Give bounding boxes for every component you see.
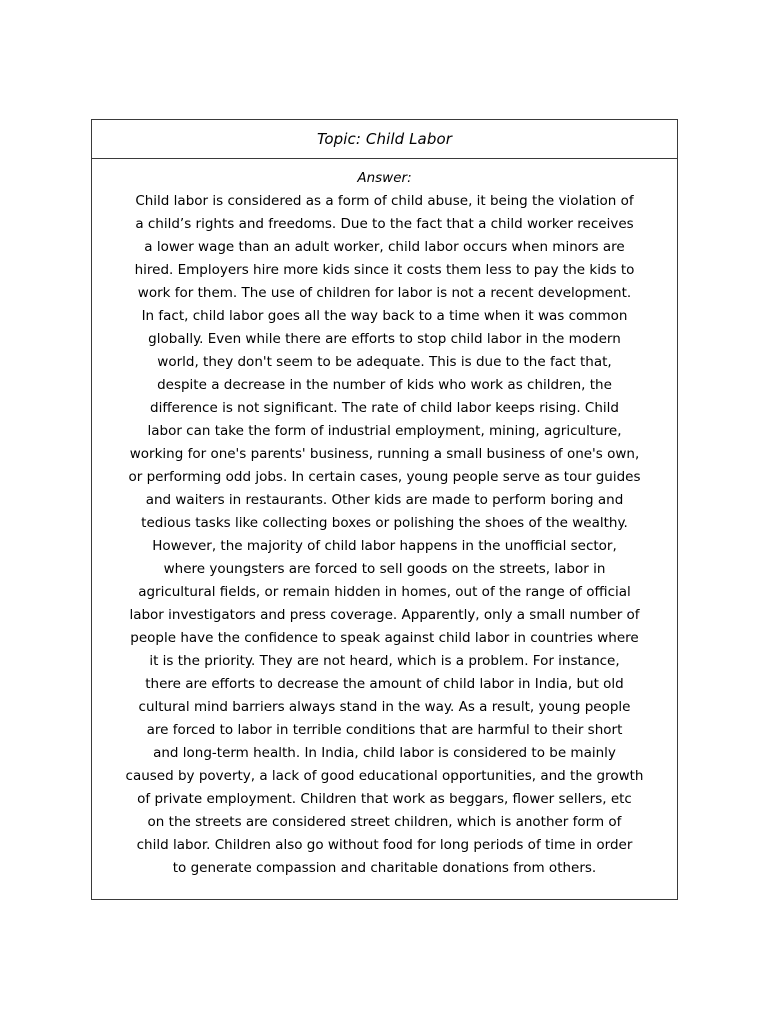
answer-line: of private employment. Children that work as beggars, flower sellers, etc <box>137 791 632 807</box>
answer-label: Answer: <box>357 170 412 186</box>
answer-line: In fact, child labor goes all the way back to a time when it was common <box>141 308 628 324</box>
answer-line: or performing odd jobs. In certain cases, young people serve as tour guides <box>128 469 641 485</box>
answer-line: despite a decrease in the number of kids who work as children, the <box>157 377 612 393</box>
answer-line: on the streets are considered street children, which is another form of <box>147 814 622 830</box>
answer-body <box>98 190 671 880</box>
topic-header-row <box>92 120 677 159</box>
answer-line: working for one's parents' business, running a small business of one's own, <box>129 446 640 462</box>
answer-line: it is the priority. They are not heard, which is a problem. For instance, <box>149 653 620 669</box>
answer-line: cultural mind barriers always stand in the way. As a result, young people <box>138 699 631 715</box>
document-table <box>91 119 678 900</box>
answer-line: tedious tasks like collecting boxes or polishing the shoes of the wealthy. <box>141 515 628 531</box>
answer-line: and long-term health. In India, child labor is considered to be mainly <box>153 745 616 761</box>
answer-line: work for them. The use of children for labor is not a recent development. <box>137 285 632 301</box>
answer-line: agricultural fields, or remain hidden in homes, out of the range of official <box>138 584 631 600</box>
answer-line: to generate compassion and charitable donations from others. <box>172 860 597 876</box>
answer-line: hired. Employers hire more kids since it costs them less to pay the kids to <box>134 262 635 278</box>
answer-line: people have the confidence to speak against child labor in countries where <box>130 630 639 646</box>
answer-line: and waiters in restaurants. Other kids are made to perform boring and <box>145 492 624 508</box>
answer-line: where youngsters are forced to sell goods on the streets, labor in <box>163 561 606 577</box>
answer-line: globally. Even while there are efforts to stop child labor in the modern <box>148 331 621 347</box>
answer-line: a lower wage than an adult worker, child labor occurs when minors are <box>144 239 625 255</box>
answer-line: child labor. Children also go without food for long periods of time in order <box>136 837 633 853</box>
answer-line: labor investigators and press coverage. Apparently, only a small number of <box>129 607 640 623</box>
answer-line: difference is not significant. The rate of child labor keeps rising. Child <box>150 400 619 416</box>
answer-line: Child labor is considered as a form of child abuse, it being the violation of <box>135 193 634 209</box>
answer-line: a child’s rights and freedoms. Due to the fact that a child worker receives <box>135 216 634 232</box>
answer-line: are forced to labor in terrible conditions that are harmful to their short <box>146 722 623 738</box>
answer-line: caused by poverty, a lack of good educational opportunities, and the growth <box>125 768 644 784</box>
answer-line: However, the majority of child labor happens in the unofficial sector, <box>152 538 617 554</box>
answer-line: labor can take the form of industrial employment, mining, agriculture, <box>147 423 622 439</box>
answer-cell <box>92 159 677 880</box>
topic-title: Topic: Child Labor <box>316 130 453 148</box>
answer-line: there are efforts to decrease the amount of child labor in India, but old <box>145 676 624 692</box>
answer-line: world, they don't seem to be adequate. This is due to the fact that, <box>157 354 612 370</box>
